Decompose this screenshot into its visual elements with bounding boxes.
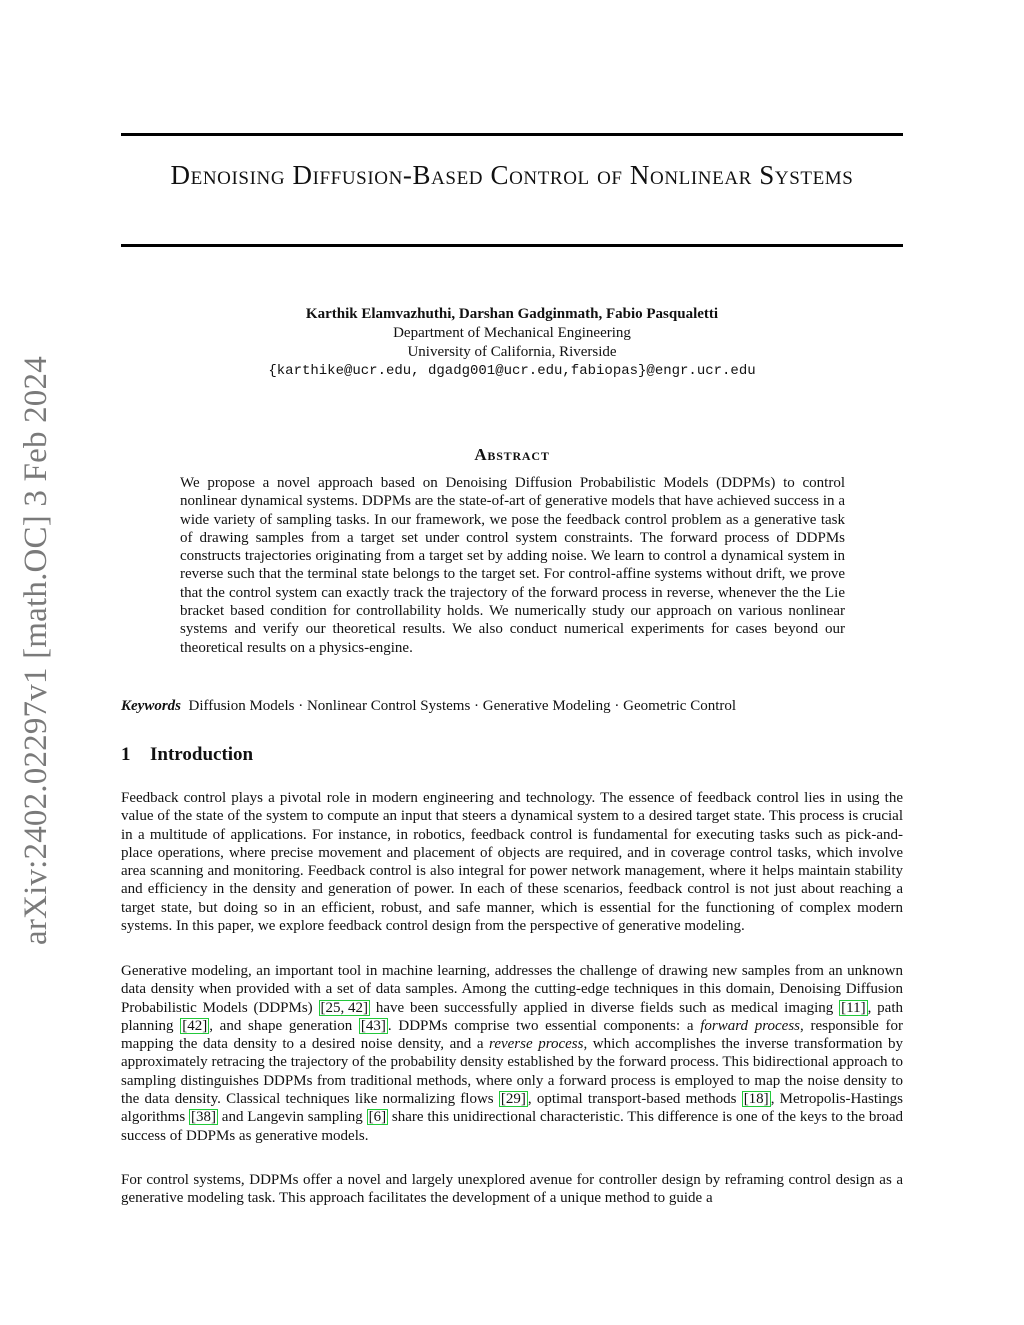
citation-link[interactable]: [11] bbox=[841, 999, 866, 1016]
author-department: Department of Mechanical Engineering bbox=[393, 325, 631, 341]
citation-link[interactable]: [25, 42] bbox=[320, 999, 369, 1016]
citation-link[interactable]: [18] bbox=[743, 1091, 769, 1108]
section-heading bbox=[121, 744, 253, 766]
intro-paragraph-1: Feedback control plays a pivotal role in modern engineering and technology. The essence of feedback control lies in using the value of the state of the system to compute an input that steers a dynamical system to a desired target state. This process is crucial in a multitude of applications. For instance, in robotics, feedback control is fundamental for executing tasks such as pick-and-place operations, where precise movement and placement of objects are required, and in coverage control tasks, which involve area scanning and monitoring. Feedback control is also integral for power network management, where it helps maintain stability and efficiency in the density and generation of power. In each of these scenarios, feedback control is not just about reaching a target state, but doing so in an efficient, robust, and safe manner, which is essential for the functioning of complex modern systems. In this paper, we explore feedback control design from the perspective of generative modeling. bbox=[121, 790, 903, 935]
keywords-label: Keywords bbox=[121, 698, 181, 714]
title-rule-bottom bbox=[121, 244, 903, 247]
arxiv-identifier: arXiv:2402.02297v1 [math.OC] 3 Feb 2024 bbox=[18, 356, 54, 945]
section-number: 1 bbox=[121, 744, 131, 765]
author-block bbox=[121, 305, 903, 381]
intro-paragraph-2 bbox=[121, 962, 903, 1145]
text-span: , Metropolis-Hastings algorithms bbox=[121, 1091, 903, 1126]
keywords-line bbox=[121, 697, 903, 716]
abstract-heading: Abstract bbox=[474, 445, 550, 464]
text-span: Generative modeling, an important tool in machine learning, addresses the challenge of drawing new samples from an unknown data density when provided with a set of data samples. Among the cutting-edge techniques in this domain, Denoising Diffusion Probabilistic Models (DDPMs) bbox=[121, 963, 903, 1016]
intro-paragraph-3: For control systems, DDPMs offer a novel and largely unexplored avenue for controller design by reframing control design as a generative modeling task. This approach facilitates the development of a unique method to guide a bbox=[121, 1172, 903, 1207]
emphasis-text: forward process bbox=[700, 1017, 801, 1034]
text-span: and Langevin sampling bbox=[217, 1109, 367, 1126]
text-span: share this unidirectional characteristic. This difference is one of the keys to the broad success of DDPMs as generative models. bbox=[121, 1109, 903, 1144]
citation-link[interactable]: [42] bbox=[182, 1017, 208, 1034]
text-span: , responsible for mapping the data density to a desired noise density, and a bbox=[121, 1017, 904, 1053]
author-names: Karthik Elamvazhuthi, Darshan Gadginmath, Fabio Pasqualetti bbox=[305, 306, 719, 322]
citation-link[interactable]: [6] bbox=[368, 1109, 387, 1126]
text-span: , and shape generation bbox=[209, 1017, 359, 1034]
section-title: Introduction bbox=[150, 744, 254, 765]
text-span: , path planning bbox=[121, 999, 904, 1034]
text-span: . DDPMs comprise two essential components: a bbox=[387, 1017, 701, 1034]
keywords-text: Diffusion Models · Nonlinear Control Systems · Generative Modeling · Geometric Control bbox=[188, 698, 737, 714]
abstract-text: We propose a novel approach based on Denoising Diffusion Probabilistic Models (DDPMs) to control nonlinear dynamical systems. DDPMs are the state-of-art of generative models that have achieved success in a wide variety of sampling tasks. In our framework, we pose the feedback control problem as a generative task of drawing samples from a target set under control system constraints. The forward process of DDPMs constructs trajectories originating from a target set by adding noise. We learn to control a dynamical system in reverse such that the terminal state belongs to the target set. For control-affine systems without drift, we prove that the control system can exactly track the trajectory of the forward process in reverse, whenever the the Lie bracket based condition for controllability holds. We numerically study our approach on various nonlinear systems and verify our theoretical results. We also conduct numerical experiments for cases beyond our theoretical results on a physics-engine. bbox=[180, 475, 845, 656]
paper-title: Denoising Diffusion-Based Control of Nonlinear Systems bbox=[170, 160, 854, 190]
citation-link[interactable]: [38] bbox=[190, 1109, 216, 1126]
emphasis-text: reverse process bbox=[489, 1036, 584, 1053]
text-span: have been successfully applied in diverse fields such as medical imaging bbox=[370, 999, 840, 1016]
citation-link[interactable]: [43] bbox=[360, 1017, 386, 1034]
author-emails: {karthike@ucr.edu, dgadg001@ucr.edu,fabiopas}@engr.ucr.edu bbox=[268, 363, 756, 379]
author-university: University of California, Riverside bbox=[407, 344, 617, 360]
text-span: , which accomplishes the inverse transformation by approximately retracing the trajectory of the probability density established by the forward process. This bidirectional approach to sampling distinguishes DDPMs from traditional methods, where only a forward process is employed to map the noise density to the data density. Classical techniques like normalizing flows bbox=[121, 1036, 904, 1108]
title-rule-top bbox=[121, 133, 903, 136]
text-span: , optimal transport-based methods bbox=[527, 1091, 742, 1108]
citation-link[interactable]: [29] bbox=[500, 1091, 526, 1108]
